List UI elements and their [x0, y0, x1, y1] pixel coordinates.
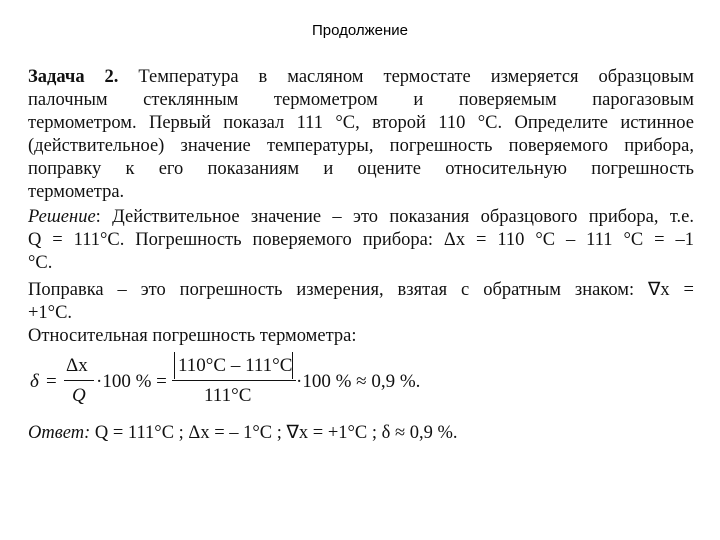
- task-label: Задача 2.: [28, 67, 119, 87]
- answer-label: Ответ:: [28, 423, 91, 443]
- answer-line: Ответ: Q = 111°C ; Δx = – 1°C ; ∇x = +1°C ; δ ≈ 0,9 %.: [28, 423, 458, 443]
- task-line-3: термометром. Первый показал 111 °С, второй 110 °С. Определите истинное: [28, 113, 694, 133]
- page-title: Продолжение: [311, 22, 409, 39]
- solution-line-3: °С.: [28, 253, 53, 273]
- solution-line-1: Решение: Действительное значение – это показания образцового прибора, т.е.: [28, 207, 694, 227]
- task-line-4: (действительное) значение температуры, погрешность поверяемого прибора,: [28, 136, 694, 156]
- formula-den2: 111°C: [204, 385, 252, 406]
- document-body: [28, 66, 694, 445]
- relative-error-formula: [28, 352, 694, 414]
- formula-delta: δ: [30, 371, 39, 392]
- correction-line-2: +1°С.: [28, 303, 73, 323]
- formula-eq: =: [46, 371, 57, 392]
- task-line-2: палочным стеклянным термометром и поверяемым парогазовым: [28, 90, 694, 110]
- solution-line-2: Q = 111°С. Погрешность поверяемого прибора: Δx = 110 °С – 111 °С = –1: [28, 230, 694, 250]
- formula-num1: Δx: [66, 355, 88, 376]
- task-line-1: Задача 2. Температура в масляном термостате измеряется образцовым: [28, 67, 694, 87]
- relative-error-label: Относительная погрешность термометра:: [28, 326, 357, 346]
- formula-mult1: ·100 % =: [96, 371, 167, 392]
- solution-label: Решение: [28, 207, 96, 227]
- fraction-bar-2: [172, 380, 296, 381]
- task-line-6: термометра.: [28, 182, 125, 202]
- abs-bar-left: [174, 352, 175, 379]
- correction-line-1: Поправка – это погрешность измерения, взятая с обратным знаком: ∇x =: [28, 280, 694, 300]
- task-line-5: поправку к его показаниям и оцените относительную погрешность: [28, 159, 694, 179]
- abs-bar-right: [292, 352, 293, 379]
- fraction-bar-1: [64, 380, 94, 381]
- formula-den1: Q: [72, 385, 86, 406]
- formula-num2: 110°C – 111°C: [178, 355, 293, 376]
- formula-mult2: ·100 % ≈ 0,9 %.: [296, 371, 421, 392]
